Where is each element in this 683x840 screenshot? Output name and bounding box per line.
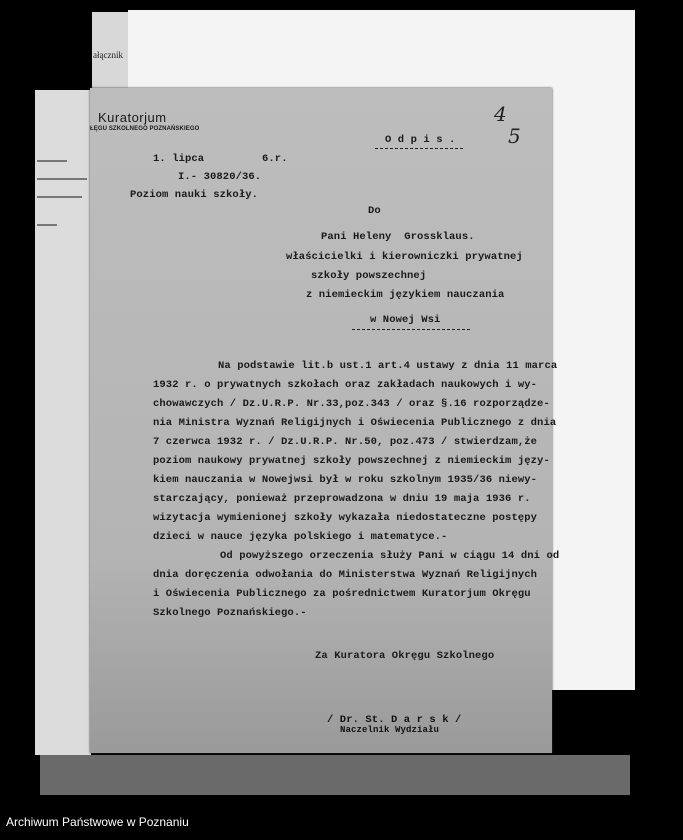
signature-title: Naczelnik Wydziału: [340, 725, 440, 735]
body-line: kiem nauczania w Nowejwsi był w roku szkolnym 1935/36 niewy-: [153, 474, 538, 486]
body-line: Na podstawie lit.b ust.1 art.4 ustawy z dnia 11 marca: [218, 360, 558, 372]
left-paper-strip: [35, 90, 91, 755]
back-page-label: ałącznik: [93, 50, 123, 60]
document-page: [90, 88, 560, 753]
scan-shadow: [40, 755, 630, 795]
body-line: wizytacja wymienionej szkoły wykazała niedostateczne postępy: [153, 512, 538, 524]
body-line: dzieci w nauce języka polskiego i matematyce.-: [153, 531, 448, 543]
reference-number: I.- 30820/36.: [178, 171, 262, 183]
addressee-line: szkoły powszechnej: [311, 270, 427, 282]
body-line: nia Ministra Wyznań Religijnych i Oświecenia Publicznego z dnia: [153, 417, 557, 429]
body-line: Szkolnego Poznańskiego.-: [153, 607, 307, 619]
subject: Poziom nauki szkoły.: [130, 189, 259, 201]
addressee-line: z niemieckim językiem nauczania: [306, 289, 505, 301]
body-line: 7 czerwca 1932 r. / Dz.U.R.P. Nr.50, poz.473 / stwierdzam,że: [153, 436, 538, 448]
body-line: chowawczych / Dz.U.R.P. Nr.33,poz.343 / oraz §.16 rozporządze-: [153, 398, 550, 410]
body-line: poziom naukowy prywatnej szkoły powszechnej z niemieckim języ-: [153, 455, 550, 467]
addressee-place: w Nowej Wsi: [370, 314, 441, 326]
signature-name: / Dr. St. D a r s k /: [327, 714, 462, 726]
addressee-line: Pani Heleny Grossklaus.: [321, 231, 475, 243]
archive-footer: Archiwum Państwowe w Poznaniu: [6, 815, 189, 829]
signature-on-behalf: Za Kuratora Okręgu Szkolnego: [315, 650, 495, 662]
body-line: i Oświecenia Publicznego za pośrednictwem Kuratorjum Okręgu: [153, 588, 531, 600]
addressee-line: właścicielki i kierowniczki prywatnej: [286, 251, 523, 263]
addressee-to: Do: [368, 205, 381, 217]
date-year: 6.r.: [262, 153, 288, 165]
letterhead-subtitle: ŁĘGU SZKOLNEGO POZNAŃSKIEGO: [90, 126, 200, 132]
date: 1. lipca: [153, 153, 205, 165]
copy-mark: O d p i s .: [385, 134, 456, 146]
letterhead-title: Kuratorjum: [98, 110, 167, 125]
body-line: dnia doręczenia odwołania do Ministerstwa Wyznań Religijnych: [153, 569, 538, 581]
body-line: Od powyższego orzeczenia służy Pani w ciągu 14 dni od: [220, 550, 560, 562]
body-line: 1932 r. o prywatnych szkołach oraz zakładach naukowych i wy-: [153, 379, 538, 391]
handwritten-number: 4: [494, 102, 507, 126]
handwritten-number: 5: [508, 124, 521, 148]
body-line: starczający, ponieważ przeprowadzona w dniu 19 maja 1936 r.: [153, 493, 531, 505]
